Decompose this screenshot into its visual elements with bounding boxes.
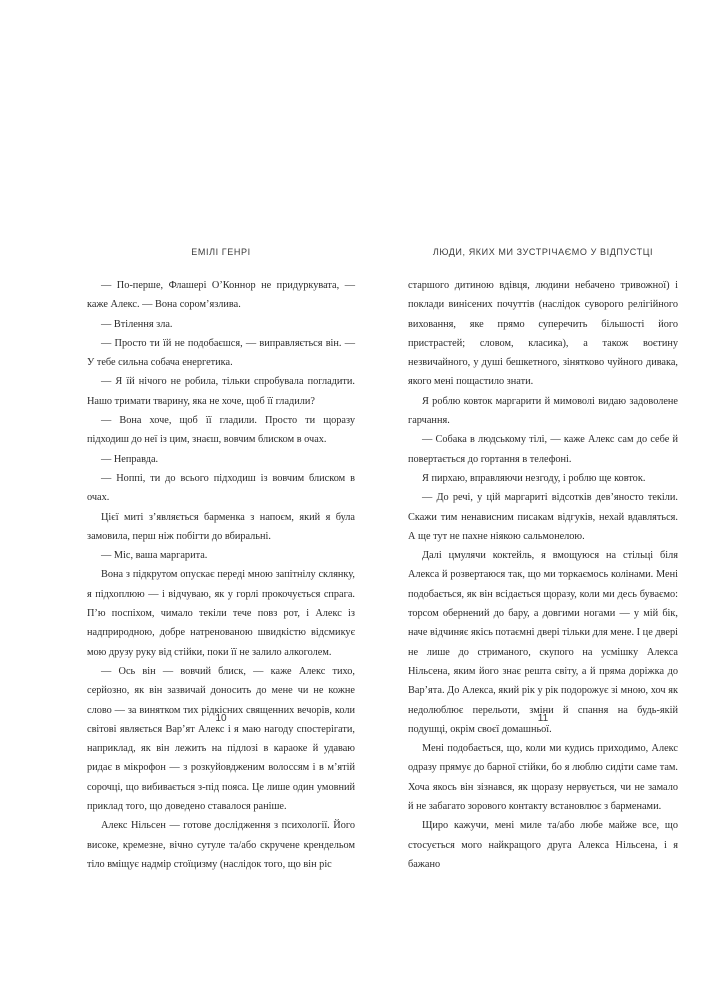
paragraph: Далі цмулячи коктейль, я вмощуюся на стільці біля Алекса й розвертаюся так, що ми торкаємось колінами. Мені подобається, як він всідається щоразу, коли ми десь буваємо: торсом обернений до бару, а довгими ногами — у мій бік, наче відчиняє якісь потаємні двері тільки для мене. І це двері не лише до стриманого, скупого на усмішку Алекса Нільсена, яким його знає решта світу, а й пряма доріжка до Вар’ята. До Алекса, який рік у рік подорожує зі мною, хоч як недолюблює перельоти, зміни й спання на будь-якій подушці, окрім своєї домашньої. (408, 550, 678, 735)
paragraph: — По-перше, Флашері О’Коннор не придуркувата, — каже Алекс. — Вона сором’язлива. (87, 280, 355, 311)
paragraph: — Вона хоче, щоб її гладили. Просто ти щоразу підходиш до неї із цим, знаєш, вовчим блиском в очах. (87, 415, 355, 446)
paragraph: Щиро кажучи, мені миле та/або любе майже все, що стосується мого найкращого друга Алекса Нільсена, і я бажано (408, 820, 678, 870)
paragraph: — Міс, ваша маргарита. (101, 550, 208, 562)
paragraph: Вона з підкрутом опускає переді мною запітнілу склянку, я підхоплюю — і відчуваю, як у горлі прокочується спрага. П’ю поспіхом, чимало текіли тече повз рот, і Алекс із надприродною, добре натренованою швидкістю відсмикує мою друзу руку від стійки, поки її не залило алкоголем. (87, 569, 355, 658)
running-head-title: ЛЮДИ, ЯКИХ МИ ЗУСТРІЧАЄМО У ВІДПУСТЦІ (432, 247, 654, 257)
paragraph: — Ноппі, ти до всього підходиш із вовчим блиском в очах. (87, 472, 355, 504)
paragraph: — До речі, у цій маргариті відсотків дев’яносто текіли. Скажи тим ненависним писакам відгуків, нехай вдавляться. А ще тут не пахне ніякою сальмонелою. (408, 492, 678, 542)
page-number-right: 11 (537, 713, 549, 724)
paragraph: — Неправда. (101, 453, 159, 465)
page-number-left: 10 (215, 713, 227, 724)
paragraph: Я роблю ковток маргарити й мимоволі видаю задоволене гарчання. (408, 395, 678, 427)
paragraph: — Втілення зла. (101, 318, 173, 330)
right-page-body (408, 276, 678, 874)
running-head-author: ЕМІЛІ ГЕНРІ (191, 247, 251, 257)
paragraph: Алекс Нільсен — готове дослідження з психології. Його високе, кремезне, вічно сутуле та/або скручене крендельом тіло вміщує надмір стоїцизму (наслідок того, що він ріс (87, 820, 355, 870)
paragraph: Мені подобається, що, коли ми кудись приходимо, Алекс одразу прямує до барної стійки, бо я люблю сидіти саме там. Хоча якось він зізнався, як щоразу нервується, чи не замало й не забагато зорового контакту встановлює з барменами. (408, 743, 678, 813)
paragraph: — Ось він — вовчий блиск, — каже Алекс тихо, серйозно, як він зазвичай доносить до мене чи не кожне слово — за винятком тих рідкісних священних вечорів, коли світові являється Вар’ят Алекс і я маю нагоду спостерігати, наприклад, як він лежить на підлозі в караоке й удаваю ридає в мікрофон — з розкуйовдженим волоссям і в м’ятій сорочці, що вибивається з-під пояса. Це лише один умовний приклад того, що доведено ставалося раніше. (87, 665, 355, 813)
paragraph: Цієї миті з’являється барменка з напоєм, який я була замовила, перш ніж побігти до вбиральні. (87, 511, 355, 542)
paragraph: — Собака в людському тілі, — каже Алекс сам до себе й повертається до гортання в телефоні. (408, 434, 678, 465)
left-page-body (87, 276, 355, 874)
right-page (408, 0, 678, 1000)
paragraph: старшого дитиною вдівця, людини небачено тривожної) і поклади винісених почуттів (наслідок суворого релігійного виховання, яке прямо суперечить більшості його пристрастей; словом, класика), а також воєтину незвичайного, у душі бешкетного, зінятково чуйного дивака, якого мені пощастило знати. (408, 280, 678, 388)
left-page (87, 0, 355, 1000)
paragraph: — Просто ти їй не подобаєшся, — виправляється він. — У тебе сильна собача енергетика. (87, 337, 355, 369)
paragraph: — Я їй нічого не робила, тільки спробувала погладити. Нашо тримати тварину, яка не хоче, щоб її гладили? (87, 376, 355, 407)
paragraph: Я пирхаю, вправляючи незгоду, і роблю ще ковток. (422, 472, 646, 484)
